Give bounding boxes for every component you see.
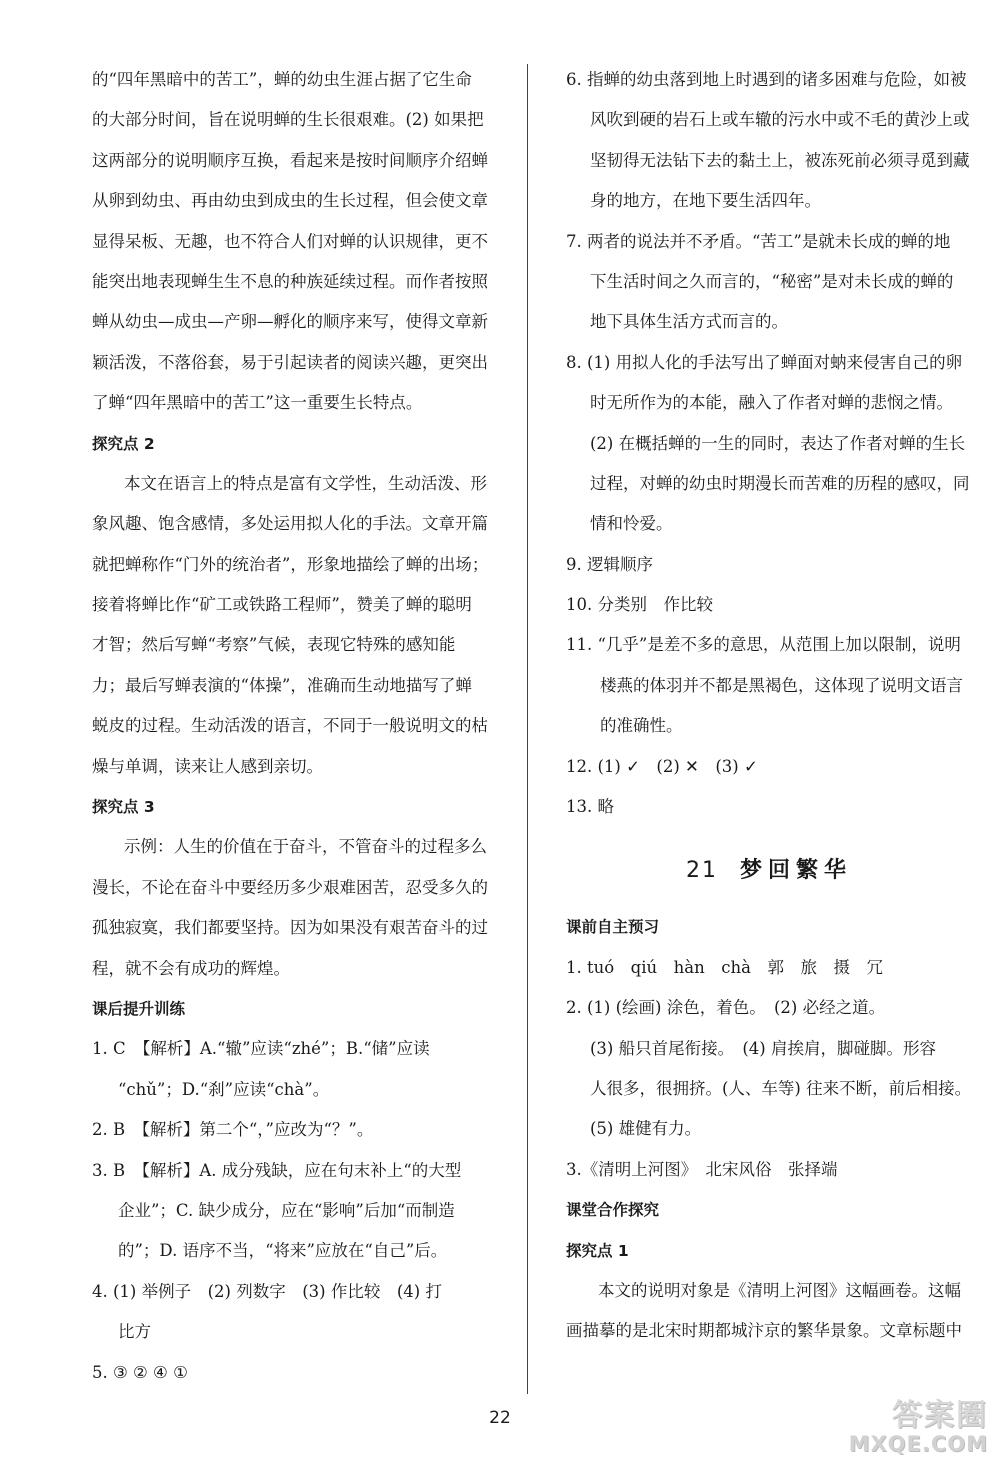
text-line: 地下具体生活方式而言的。 [590,312,788,332]
text-line: 13. 略 [566,797,614,817]
lesson-title [566,835,972,907]
text-line: (3) 船只首尾衔接。 (4) 肩挨肩，脚碰脚。形容 [590,1038,936,1058]
text-line: 显得呆板、无趣，也不符合人们对蝉的认识规律，更不 [92,231,488,251]
text-line: 8. (1) 用拟人化的手法写出了蝉面对蚋来侵害自己的卵 [566,352,963,372]
section-heading: 探究点 1 [566,1241,629,1260]
text-line: 过程，对蝉的幼虫时期漫长而苦难的历程的感叹，同 [590,473,970,493]
text-line: 的”；D. 语序不当，“将来”应放在“自己”后。 [118,1241,448,1261]
text-line: 象风趣、饱含感情，多处运用拟人化的手法。文章开篇 [92,514,488,534]
text-line: 示例：人生的价值在于奋斗，不管奋斗的过程多么 [124,837,487,857]
watermark-url: MXQE.COM [848,1432,988,1456]
text-line: 1. C 【解析】A.“辙”应读“zhé”；B.“储”应读 [92,1039,430,1059]
text-line: 7. 两者的说法并不矛盾。“苦工”是就未长成的蝉的地 [566,231,951,251]
text-line: 楼燕的体羽并不都是黑褐色，这体现了说明文语言 [600,675,963,695]
page-number: 22 [489,1408,511,1428]
text-line: 漫长，不论在奋斗中要经历多少艰难困苦，忍受多久的 [92,877,488,897]
text-line: 蜕皮的过程。生动活泼的语言，不同于一般说明文的枯 [92,716,488,736]
text-line: 风吹到硬的岩石上或车辙的污水中或不毛的黄沙上或 [590,110,970,130]
text-line: “chǔ”；D.“刹”应读“chà”。 [118,1079,330,1099]
text-line: 10. 分类别 作比较 [566,595,713,615]
text-line: 燥与单调，读来让人感到亲切。 [92,756,323,776]
text-line: 就把蝉称作“门外的统治者”，形象地描绘了蝉的出场； [92,554,489,574]
section-heading: 课堂合作探究 [566,1201,660,1220]
section-heading: 课前自主预习 [566,918,660,937]
text-line: 5. ③ ② ④ ① [92,1362,188,1382]
text-line: 程，就不会有成功的辉煌。 [92,958,290,978]
text-line: 2. B 【解析】第二个“，”应改为“？”。 [92,1120,374,1140]
text-line: 力；最后写蝉表演的“体操”，准确而生动地描写了蝉 [92,675,472,695]
text-line: 颖活泼，不落俗套，易于引起读者的阅读兴趣，更突出 [92,352,488,372]
text-line: 的大部分时间，旨在说明蝉的生长很艰难。(2) 如果把 [92,110,484,130]
watermark [830,1398,988,1460]
lesson-name: 梦回繁华 [739,858,852,884]
text-line: 本文的说明对象是《清明上河图》这幅画卷。这幅 [598,1280,961,1300]
text-line: 12. (1) ✓ (2) ✕ (3) ✓ [566,756,758,776]
text-line: 3.《清明上河图》 北宋风俗 张择端 [566,1159,838,1179]
text-line: 从卵到幼虫、再由幼虫到成虫的生长过程，但会使文章 [92,191,488,211]
text-line: 2. (1) (绘画) 涂色，着色。 (2) 必经之道。 [566,998,886,1018]
text-line: 1. tuó qiú hàn chà 郭 旅 摄 冗 [566,957,883,977]
text-line: 4. (1) 举例子 (2) 列数字 (3) 作比较 (4) 打 [92,1281,442,1301]
text-line: 人很多，很拥挤。(人、车等) 往来不断，前后相接。 [590,1078,972,1098]
text-line: 下生活时间之久而言的，“秘密”是对未长成的蝉的 [590,271,954,291]
text-line: 接着将蝉比作“矿工或铁路工程师”，赞美了蝉的聪明 [92,595,472,615]
text-line: 的“四年黑暗中的苦工”，蝉的幼虫生涯占据了它生命 [92,70,472,89]
text-line: 才智；然后写蝉“考察”气候，表现它特殊的感知能 [92,635,456,655]
text-line: (2) 在概括蝉的一生的同时，表达了作者对蝉的生长 [590,433,966,453]
text-line: 本文在语言上的特点是富有文学性，生动活泼、形 [124,473,487,493]
text-line: 画描摹的是北宋时期都城汴京的繁华景象。文章标题中 [566,1321,962,1341]
right-column [566,60,972,1352]
text-line: 11. “几乎”是差不多的意思，从范围上加以限制，说明 [566,635,961,655]
text-line: 这两部分的说明顺序互换，看起来是按时间顺序介绍蝉 [92,150,488,170]
text-line: 坚韧得无法钻下去的黏土上，被冻死前必须寻觅到藏 [590,150,970,170]
text-line: 蝉从幼虫—成虫—产卵—孵化的顺序来写，使得文章新 [92,312,488,332]
text-line: 6. 指蝉的幼虫落到地上时遇到的诸多困难与危险，如被 [566,70,967,89]
column-divider [527,64,528,1394]
text-line: 企业”；C. 缺少成分，应在“影响”后加“而制造 [118,1200,455,1220]
text-line: 了蝉“四年黑暗中的苦工”这一重要生长特点。 [92,393,423,413]
section-heading: 探究点 2 [92,434,155,453]
text-line: 能突出地表现蝉生生不息的种族延续过程。而作者按照 [92,271,488,291]
text-line: 的准确性。 [600,716,683,736]
text-line: 9. 逻辑顺序 [566,554,653,574]
text-line: 3. B 【解析】A. 成分残缺，应在句末补上“的大型 [92,1160,462,1180]
text-line: 身的地方，在地下要生活四年。 [590,191,821,211]
watermark-logo: 答案圈 [892,1398,988,1433]
lesson-number: 21 [685,858,718,884]
section-heading: 课后提升训练 [92,999,186,1018]
text-line: 情和怜爱。 [590,514,673,534]
section-heading: 探究点 3 [92,798,155,817]
text-line: 比方 [118,1322,151,1342]
text-line: 孤独寂寞，我们都要坚持。因为如果没有艰苦奋斗的过 [92,918,488,938]
text-line: 时无所作为的本能，融入了作者对蝉的悲悯之情。 [590,393,953,413]
text-line: (5) 雄健有力。 [590,1119,702,1139]
left-column [92,60,500,1393]
